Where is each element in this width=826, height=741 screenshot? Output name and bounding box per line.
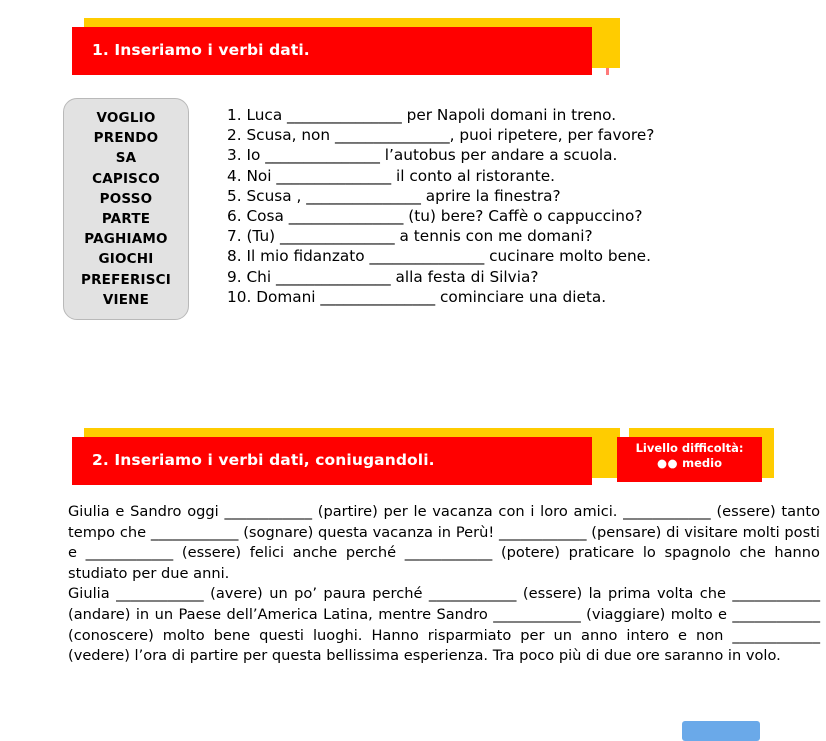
question-item[interactable]: 10. Domani _______________ cominciare una dieta.	[227, 287, 607, 306]
question-item[interactable]: 6. Cosa _______________ (tu) bere? Caffè o cappuccino?	[227, 207, 643, 226]
question-item[interactable]: 5. Scusa , _______________ aprire la finestra?	[227, 186, 561, 205]
difficulty-dots-icon: ●●	[657, 456, 679, 470]
question-item[interactable]: 1. Luca _______________ per Napoli domani in treno.	[227, 106, 617, 124]
passage-paragraph[interactable]: Giulia e Sandro oggi ____________ (partire) per le vacanza con i loro amici. ____________ (essere) tanto tempo che ____________ (sognare) questa vacanza in Perù! ____________ (pensare) di visitare molti posti e ____________ (essere) felici anche perché ____________ (potere) praticare lo spagnolo che hanno studiato per due anni.	[68, 503, 820, 582]
word-bank-item: PAGHIAMO	[84, 231, 168, 248]
word-bank-item: PRENDO	[93, 130, 159, 147]
word-bank-item: CAPISCO	[92, 170, 160, 187]
question-item[interactable]: 8. Il mio fidanzato _______________ cucinare molto bene.	[227, 247, 651, 266]
difficulty-level-row	[617, 456, 762, 471]
question-item[interactable]: 3. Io _______________ l’autobus per andare a scuola.	[227, 146, 618, 165]
exercise-1-banner	[72, 18, 620, 78]
exercise-2-title: 2. Inseriamo i verbi dati, coniugandoli.	[92, 451, 435, 469]
word-bank-item: PREFERISCI	[80, 271, 172, 288]
word-bank-item: GIOCHI	[98, 251, 154, 268]
bottom-action-button[interactable]	[682, 721, 760, 741]
page-artifact-mark	[606, 68, 609, 75]
word-bank-item: POSSO	[99, 190, 153, 207]
exercise-1-title: 1. Inseriamo i verbi dati.	[92, 41, 310, 59]
word-bank-item: VIENE	[102, 291, 150, 308]
difficulty-badge	[617, 428, 782, 488]
word-bank-item: PARTE	[101, 211, 151, 227]
word-bank-item: SA	[115, 150, 137, 167]
exercise-2-passage	[68, 502, 820, 667]
word-bank-box	[63, 98, 189, 320]
question-item[interactable]: 7. (Tu) _______________ a tennis con me domani?	[227, 227, 593, 246]
exercise-1-question-list	[227, 105, 757, 307]
question-item[interactable]: 2. Scusa, non _______________, puoi ripetere, per favore?	[227, 126, 655, 145]
difficulty-label: Livello difficoltà:	[635, 441, 744, 455]
word-bank-item: VOGLIO	[96, 109, 156, 126]
exercise-2-banner	[72, 428, 620, 488]
difficulty-level: medio	[682, 456, 722, 470]
question-item[interactable]: 9. Chi _______________ alla festa di Silvia?	[227, 267, 539, 286]
difficulty-badge-content	[617, 441, 762, 471]
question-item[interactable]: 4. Noi _______________ il conto al ristorante.	[227, 166, 555, 185]
passage-paragraph[interactable]: Giulia ____________ (avere) un po’ paura perché ____________ (essere) la prima volta che ____________ (andare) in un Paese dell’America Latina, mentre Sandro ____________ (viaggiare) molto e ____________ (conoscere) molto bene questi luoghi. Hanno risparmiato per un anno intero e non ____________ (vedere) l’ora di partire per questa bellissima esperienza. Tra poco più di due ore saranno in volo.	[68, 585, 820, 665]
